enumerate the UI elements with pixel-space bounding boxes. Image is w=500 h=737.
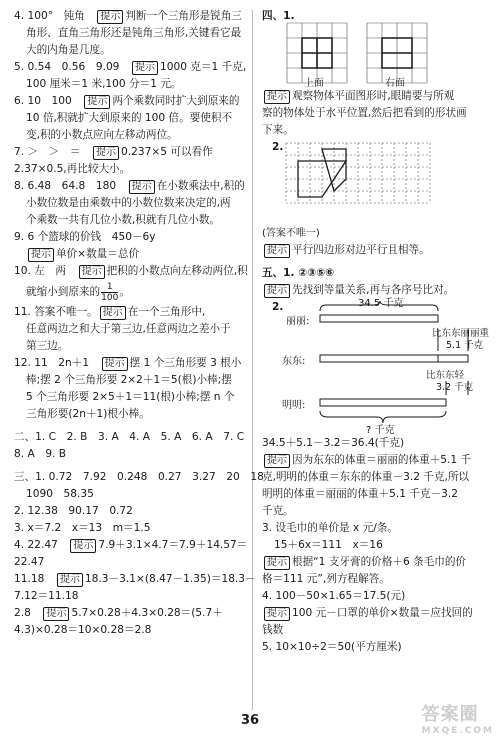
r-line: 34.5＋5.1－3.2＝36.4(千克) [262,437,405,449]
lili-bar [320,315,438,322]
hint-tag: 提示 [264,556,290,570]
answer-text: 22.47 [14,556,45,568]
answer-line [14,486,250,503]
answer-text: 0.237×5 可以看作 [121,146,213,158]
q10-hint: 把积的小数点向左移动两位,积 [106,265,248,277]
answer-line [14,246,250,263]
answer-text: 7. ＞ ＞ ＝ [14,146,92,158]
right-column [262,8,492,656]
hint-text: 观察物体平面图形时,眼睛要与所观 [292,90,455,102]
r-line: 克,明明的体重＝东东的体重－3.2 千克,所以 [262,471,470,483]
answer-text: 5 个三角形要 2×5＋1＝11(根)小棒;摆 n 个 [26,391,235,403]
lighter-value: 3.2 千克 [436,382,474,393]
answer-text: 小数位数是由乘数中的小数位数来决定的,两 [26,197,231,209]
answer-text: 第三边。 [26,340,69,352]
answer-text: 2.8 [14,607,42,619]
answer-line [14,76,250,93]
r-line: 钱数 [262,624,284,636]
hint-tag: 提示 [79,265,105,279]
views-figure [262,8,492,88]
fraction-numerator: 1 [101,282,118,293]
q10-line-2 [14,280,250,304]
answer-line [14,42,250,59]
answer-line [14,178,250,195]
watermark-url: MXQE.COM [421,726,494,736]
answer-text: 在一个三角形中, [127,306,206,318]
answer-text: 摆 1 个三角形要 3 根小 [129,357,242,369]
dongdong-bar [320,355,468,362]
answer-note: (答案不唯一) [262,228,320,239]
hint-tag: 提示 [100,306,126,320]
answer-text: 9. 6 个篮球的价钱 450－6y [14,231,156,243]
left-answers-part1 [14,8,250,263]
answer-text: 大的内角是几度。 [26,44,111,56]
answer-text: 8. A 9. B [14,448,67,460]
answer-line [14,469,264,486]
hint-text: 平行四边形对边平行且相等。 [292,244,430,256]
answer-line [14,195,250,212]
r-line: 15＋6x＝111 x＝16 [274,539,383,551]
r-hint-6 [262,605,492,622]
hint-text: 先找到等量关系,再与各序号比对。 [292,284,455,296]
heavier-value: 5.1 千克 [446,340,484,351]
answer-text: 12. 11 2n＋1 [14,357,100,369]
answer-line [14,446,250,463]
answer-line [14,304,250,321]
answer-line [14,338,250,355]
r-line: 格＝111 元”,列方程解答。 [262,573,390,585]
r-hint-1 [262,88,492,105]
answer-text: 二、1. C 2. B 3. A 4. A 5. A 6. A 7. C [14,431,245,443]
hint-tag: 提示 [84,95,110,109]
answer-line [14,503,250,520]
answer-text: 三、1. 0.72 7.92 0.248 0.27 3.27 20 18 [14,471,264,483]
answer-line [14,229,250,246]
r-line: 下来。 [262,124,294,136]
parallelogram-figure [262,139,492,225]
answer-line [14,127,250,144]
lili-label: 丽丽: [286,316,310,327]
hint-tag: 提示 [264,284,290,298]
lighter-label: 比东东轻 [426,370,465,381]
r-line: 察的物体处于水平位置,然后把看到的形状画 [262,107,467,119]
answer-text: 2. 12.38 90.17 0.72 [14,505,133,517]
hint-tag: 提示 [264,454,290,468]
answer-text: 11. 答案不唯一。 [14,306,98,318]
q10-line [14,263,250,280]
answer-text: 1000 克＝1 千克, [160,61,247,73]
total-label: 34.5 千克 [358,298,404,309]
answer-line [14,212,250,229]
answer-line [14,571,256,588]
parallelogram-grid [262,139,492,225]
fraction [101,282,118,303]
answer-text: 10 倍,积就扩大到原来的 100 倍。要使积不 [26,112,233,124]
answer-line [14,110,250,127]
answer-line [14,372,250,389]
answer-line [14,605,250,622]
answer-text: 变,积的小数点应向左移动两位。 [26,129,178,141]
answer-line [14,8,250,25]
hint-tag: 提示 [132,61,158,75]
answer-text: 4.3)×0.28＝10×0.28＝2.8 [14,624,152,636]
answer-line [14,520,250,537]
answer-line [14,588,250,605]
answer-line [14,355,250,372]
q10-hint-cont: 就缩小到原来的 [26,286,101,298]
left-column [14,8,264,639]
r-line: 3. 设毛巾的单价是 x 元/条。 [262,522,398,534]
hint-text: 因为东东的体重＝丽丽的体重＋5.1 千 [292,454,472,466]
r-hint-4 [262,452,492,469]
answer-line [14,406,250,423]
answer-text: 8. 6.48 64.8 180 [14,180,127,192]
answer-line [14,93,250,110]
answer-text: 3. x＝7.2 x＝13 m＝1.5 [14,522,151,534]
r-line: 明明的体重＝丽丽的体重＋5.1 千克－3.2 [262,488,458,500]
heavier-label: 比东东丽丽重 [432,328,490,339]
r-hint-2 [262,242,492,259]
hint-tag: 提示 [129,180,155,194]
watermark-logo [422,700,494,736]
answer-line [14,144,250,161]
hint-tag: 提示 [264,607,290,621]
answer-line [14,389,250,406]
answer-line [14,554,250,571]
column-divider [252,10,253,710]
answer-text: 棒;摆 2 个三角形要 2×2＋1＝5(根)小棒;摆 [26,374,232,386]
right-view-label: 右面 [385,78,405,89]
answer-line [14,429,250,446]
hint-text: 根据“1 支牙膏的价格＋6 条毛巾的价 [292,556,467,568]
answer-line [14,59,250,76]
answer-line [14,161,250,178]
r-line: 千克。 [262,505,294,517]
answer-text: 7.12＝11.18 [14,590,79,602]
mingming-label: 明明: [282,400,306,411]
q2-label: 2. [272,301,284,313]
r-line: 5. 10×10÷2＝50(平方厘米) [262,641,402,653]
r-hint-5 [262,554,492,571]
left-answers-part2 [14,304,264,639]
hint-tag: 提示 [102,357,128,371]
answer-text: 个乘数一共有几位小数,积就有几位小数。 [26,214,221,226]
answer-line [14,622,250,639]
answer-text: 两个乘数同时扩大到原来的 [112,95,240,107]
answer-line [14,25,250,42]
answer-text: 4. 22.47 [14,539,69,551]
unknown-label: ? 千克 [366,425,395,436]
q10-end: 。 [119,286,130,298]
section-5-q1: 五、1. ②③⑤⑥ [262,267,335,279]
answer-text: 单价×数量＝总价 [56,248,140,260]
answer-text: 5.7×0.28＋4.3×0.28＝(5.7＋ [71,607,223,619]
r-line: 4. 100－50×1.65＝17.5(元) [262,590,406,602]
answer-text: 任意两边之和大于第三边,任意两边之差小于 [26,323,231,335]
answer-text: 11.18 [14,573,55,585]
hint-tag: 提示 [264,244,290,258]
answer-line [14,537,250,554]
hint-tag: 提示 [70,539,96,553]
answer-text: 三角形要(2n＋1)根小棒。 [26,408,150,420]
hint-tag: 提示 [57,573,83,587]
answer-text: 4. 100° 钝角 [14,10,96,22]
q2-label: 2. [272,141,284,153]
dongdong-label: 东东: [282,356,306,367]
answer-text: 100 厘米＝1 米,100 分＝1 元。 [26,78,182,90]
answer-text: 判断一个三角形是锐角三 [125,10,242,22]
answer-text: 6. 10 100 [14,95,83,107]
fraction-denominator: 100 [101,292,119,303]
answer-text: 5. 0.54 0.56 9.09 [14,61,131,73]
answer-text: 2.37×0.5,再比较大小。 [14,163,131,175]
hint-tag: 提示 [97,10,123,24]
hint-tag: 提示 [264,90,290,104]
views-grids [262,8,492,88]
mingming-bar [320,399,446,406]
top-view-shape [302,38,332,68]
answer-text: 在小数乘法中,积的 [156,180,245,192]
weight-diagram [262,299,492,435]
hint-tag: 提示 [93,146,119,160]
answer-text: 角形、直角三角形还是钝角三角形,关键看它最 [26,27,242,39]
section-4-label: 四、1. [262,10,295,22]
answer-text: 7.9＋3.1×4.7＝7.9＋14.57＝ [98,539,248,551]
top-view-label: 上面 [304,78,324,89]
watermark-text: 答案圈 [421,704,479,725]
answer-line [14,321,250,338]
answer-text: 1090 58.35 [26,488,94,500]
q10-answer: 10. 左 两 [14,265,77,277]
answer-text: 18.3－3.1×(8.47－1.35)＝18.3－ [84,573,256,585]
hint-tag: 提示 [43,607,69,621]
page-number: 36 [240,713,260,728]
hint-text: 100 元－口罩的单价×数量＝应找回的 [292,607,473,619]
hint-tag: 提示 [28,248,54,262]
